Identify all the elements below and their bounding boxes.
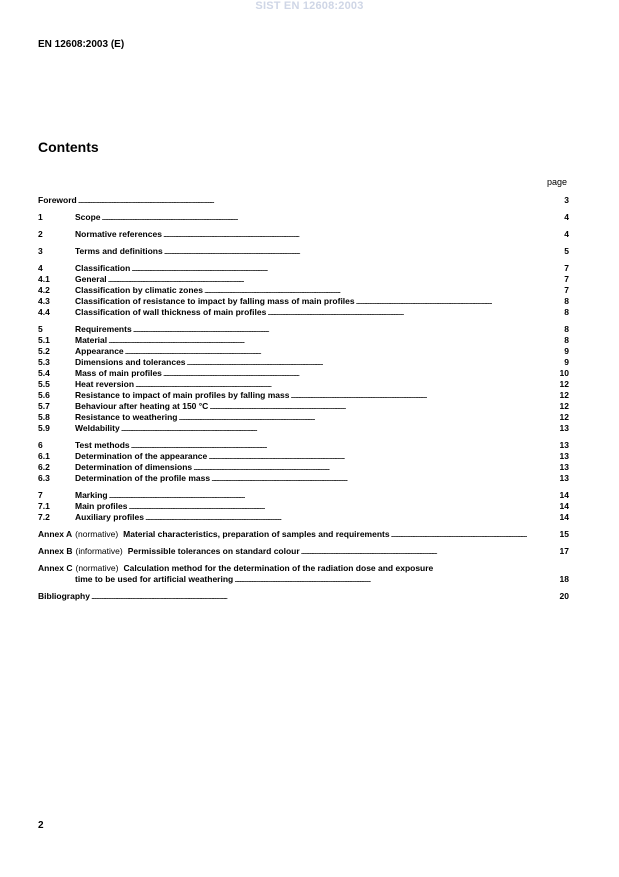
toc-section-number: 7: [38, 490, 43, 500]
toc-section-number: 7.2: [38, 512, 50, 522]
page-column-label: page: [546, 177, 567, 187]
leader-dots: [208, 451, 558, 462]
annex-type: (normative): [75, 529, 119, 539]
toc-page-number: 13: [559, 462, 569, 472]
toc-page-number: 12: [559, 390, 569, 400]
leader-dots: [91, 591, 559, 602]
toc-entry-1[interactable]: [38, 212, 569, 223]
toc-section-number: 6.1: [38, 451, 50, 461]
leader-dots: [145, 512, 559, 523]
leader-dots: [356, 296, 564, 307]
toc-page-number: 20: [559, 591, 569, 601]
toc-section-number: 4.1: [38, 274, 50, 284]
leader-dots: [204, 285, 563, 296]
toc-entry-text: Bibliography: [38, 591, 90, 601]
toc-entry-foreword[interactable]: [38, 195, 569, 206]
leader-dots: [109, 490, 559, 501]
annex-label: Annex B: [38, 546, 73, 556]
toc-page-number: 15: [559, 529, 569, 539]
toc-entry-text: Classification by climatic zones: [75, 285, 204, 295]
leader-dots: [211, 473, 558, 484]
leader-dots: [163, 368, 559, 379]
toc-section-number: 5.5: [38, 379, 50, 389]
toc-entry-annex-a[interactable]: [38, 529, 569, 540]
toc-section-number: 5.1: [38, 335, 50, 345]
toc-entry-text: Auxiliary profiles: [75, 512, 144, 522]
toc-section-number: 5.6: [38, 390, 50, 400]
toc-entry-2[interactable]: [38, 229, 569, 240]
toc-entry-text: Resistance to impact of main profiles by falling mass: [75, 390, 290, 400]
toc-page-number: 5: [564, 246, 569, 256]
toc-page-number: 3: [564, 195, 569, 205]
toc-page-number: 7: [564, 285, 569, 295]
toc-entry-text: Marking: [75, 490, 108, 500]
toc-page-number: 9: [564, 357, 569, 367]
toc-page-number: 8: [564, 296, 569, 306]
toc-entry-text: Appearance: [75, 346, 124, 356]
leader-dots: [125, 346, 564, 357]
toc-entry-text: Classification of resistance to impact by falling mass of main profiles: [75, 296, 355, 306]
toc-section-number: 6: [38, 440, 43, 450]
toc-entry-7-1[interactable]: [38, 501, 569, 512]
toc-entry-6-1[interactable]: [38, 451, 569, 462]
leader-dots: [163, 229, 563, 240]
document-id: EN 12608:2003 (E): [38, 39, 125, 50]
leader-dots: [164, 246, 564, 257]
toc-entry-4-2[interactable]: [38, 285, 569, 296]
toc-entry-text: Dimensions and tolerances: [75, 357, 186, 367]
toc-entry-5-9[interactable]: [38, 423, 569, 434]
toc-entry-3[interactable]: [38, 246, 569, 257]
toc-entry-text: Classification of wall thickness of main profiles: [75, 307, 267, 317]
leader-dots: [234, 574, 558, 585]
toc-page-number: 7: [564, 263, 569, 273]
leader-dots: [179, 412, 559, 423]
toc-entry-5-1[interactable]: [38, 335, 569, 346]
toc-section-number: 5.8: [38, 412, 50, 422]
toc-entry-5-7[interactable]: [38, 401, 569, 412]
toc-entry-text: General: [75, 274, 107, 284]
toc-page-number: 12: [559, 401, 569, 411]
toc-page-number: 8: [564, 307, 569, 317]
toc-entry-text: Requirements: [75, 324, 132, 334]
toc-entry-text: Classification: [75, 263, 131, 273]
toc-page-number: 14: [559, 490, 569, 500]
toc-entry-4-4[interactable]: [38, 307, 569, 318]
toc-entry-bibliography[interactable]: [38, 591, 569, 602]
leader-dots: [133, 324, 564, 335]
toc-entry-text: Material characteristics, preparation of samples and requirements: [123, 529, 390, 539]
leader-dots: [193, 462, 558, 473]
leader-dots: [102, 212, 564, 223]
toc-entry-5-3[interactable]: [38, 357, 569, 368]
toc-entry-annex-c-continued[interactable]: [38, 574, 569, 585]
toc-page-number: 13: [559, 423, 569, 433]
page-number: 2: [38, 820, 44, 831]
toc-section-number: 7.1: [38, 501, 50, 511]
toc-entry-text: Foreword: [38, 195, 77, 205]
toc-section-number: 4: [38, 263, 43, 273]
toc-entry-text: Behaviour after heating at 150 °C: [75, 401, 209, 411]
toc-page-number: 10: [559, 368, 569, 378]
toc-section-number: 5.9: [38, 423, 50, 433]
toc-section-number: 6.2: [38, 462, 50, 472]
leader-dots: [108, 335, 563, 346]
toc-section-number: 4.3: [38, 296, 50, 306]
toc-entry-5-4[interactable]: [38, 368, 569, 379]
table-of-contents: [38, 195, 569, 602]
leader-dots: [131, 263, 563, 274]
annex-type: (informative): [75, 546, 123, 556]
leader-dots: [290, 390, 558, 401]
toc-page-number: 9: [564, 346, 569, 356]
leader-dots: [128, 501, 558, 512]
leader-dots: [135, 379, 558, 390]
toc-page-number: 18: [559, 574, 569, 584]
toc-entry-text: Heat reversion: [75, 379, 135, 389]
toc-entry-text: Determination of the appearance: [75, 451, 208, 461]
toc-page-number: 14: [559, 512, 569, 522]
toc-section-number: 2: [38, 229, 43, 239]
toc-entry-annex-b[interactable]: [38, 546, 569, 557]
toc-entry-7[interactable]: [38, 490, 569, 501]
toc-entry-5-2[interactable]: [38, 346, 569, 357]
annex-label: Annex A: [38, 529, 73, 539]
toc-page-number: 8: [564, 335, 569, 345]
toc-entry-text: Determination of dimensions: [75, 462, 193, 472]
toc-entry-text: Normative references: [75, 229, 162, 239]
toc-section-number: 4.2: [38, 285, 50, 295]
toc-entry-text: time to be used for artificial weathering: [75, 574, 234, 584]
toc-entry-6-3[interactable]: [38, 473, 569, 484]
toc-section-number: 1: [38, 212, 43, 222]
leader-dots: [209, 401, 558, 412]
toc-entry-text: Resistance to weathering: [75, 412, 178, 422]
annex-label: Annex C: [38, 563, 73, 573]
toc-section-number: 6.3: [38, 473, 50, 483]
watermark: SIST EN 12608:2003: [255, 0, 364, 12]
toc-page-number: 13: [559, 451, 569, 461]
toc-entry-text: Material: [75, 335, 108, 345]
toc-page-number: 12: [559, 379, 569, 389]
toc-page-number: 4: [564, 229, 569, 239]
toc-entry-text: Determination of the profile mass: [75, 473, 211, 483]
toc-section-number: 4.4: [38, 307, 50, 317]
toc-section-number: 5.4: [38, 368, 50, 378]
toc-entry-text: Test methods: [75, 440, 130, 450]
toc-entry-text: Mass of main profiles: [75, 368, 162, 378]
toc-entry-5-6[interactable]: [38, 390, 569, 401]
toc-entry-text: Permissible tolerances on standard colour: [127, 546, 300, 556]
toc-entry-text: Scope: [75, 212, 101, 222]
leader-dots: [121, 423, 559, 434]
toc-page-number: 13: [559, 440, 569, 450]
toc-entry-text: Terms and definitions: [75, 246, 163, 256]
toc-section-number: 3: [38, 246, 43, 256]
page-title: Contents: [38, 139, 99, 155]
toc-section-number: 5.3: [38, 357, 50, 367]
toc-entry-4-1[interactable]: [38, 274, 569, 285]
leader-dots: [78, 195, 564, 206]
toc-entry-7-2[interactable]: [38, 512, 569, 523]
toc-entry-4-3[interactable]: [38, 296, 569, 307]
leader-dots: [301, 546, 559, 557]
leader-dots: [267, 307, 563, 318]
toc-section-number: 5.7: [38, 401, 50, 411]
leader-dots: [187, 357, 564, 368]
toc-page-number: 17: [559, 546, 569, 556]
toc-entry-6-2[interactable]: [38, 462, 569, 473]
toc-entry-text: Main profiles: [75, 501, 128, 511]
toc-page-number: 14: [559, 501, 569, 511]
leader-dots: [131, 440, 559, 451]
toc-page-number: 4: [564, 212, 569, 222]
toc-page-number: 13: [559, 473, 569, 483]
toc-entry-5-5[interactable]: [38, 379, 569, 390]
toc-section-number: 5.2: [38, 346, 50, 356]
toc-entry-text: Weldability: [75, 423, 120, 433]
leader-dots: [391, 529, 559, 540]
toc-entry-6[interactable]: [38, 440, 569, 451]
toc-page-number: 8: [564, 324, 569, 334]
toc-entry-5[interactable]: [38, 324, 569, 335]
toc-entry-annex-c[interactable]: [38, 563, 569, 574]
toc-section-number: 5: [38, 324, 43, 334]
toc-entry-5-8[interactable]: [38, 412, 569, 423]
toc-page-number: 7: [564, 274, 569, 284]
toc-entry-text: Calculation method for the determination of the radiation dose and exposure: [123, 563, 434, 573]
toc-entry-4[interactable]: [38, 263, 569, 274]
leader-dots: [108, 274, 564, 285]
toc-page-number: 12: [559, 412, 569, 422]
annex-type: (normative): [75, 563, 119, 573]
